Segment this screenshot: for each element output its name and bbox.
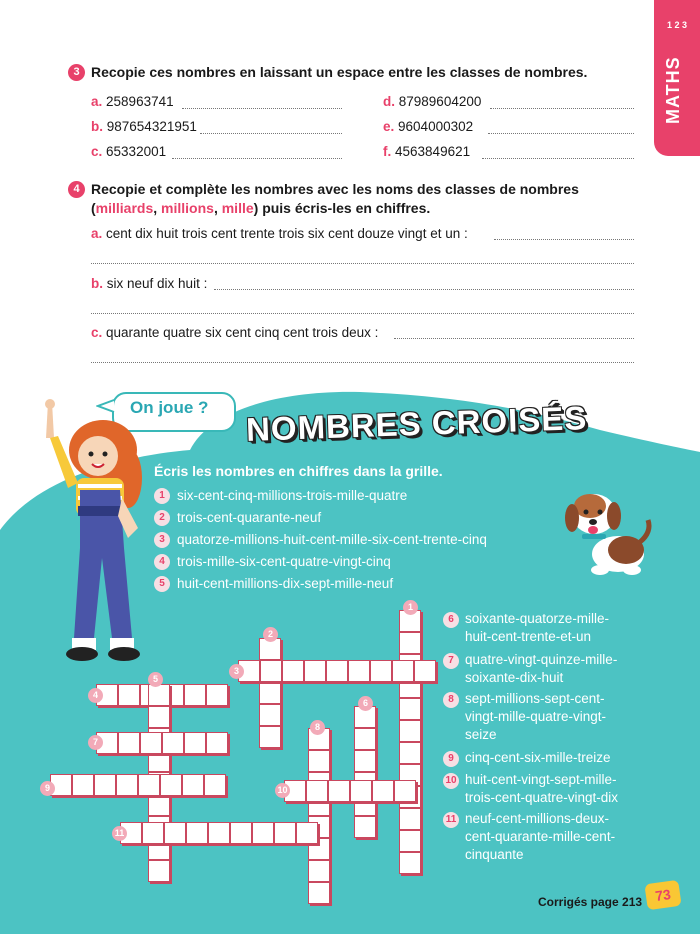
grid-cell[interactable]	[142, 822, 164, 844]
grid-cell[interactable]	[392, 660, 414, 682]
page-number: 73	[644, 880, 681, 910]
grid-cell[interactable]	[260, 660, 282, 682]
grid-cell[interactable]	[414, 660, 436, 682]
grid-cell[interactable]	[206, 684, 228, 706]
exercise-3-title: Recopie ces nombres en laissant un espace entre les classes de nombres.	[91, 64, 588, 80]
grid-cell[interactable]	[184, 732, 206, 754]
answer-line[interactable]	[200, 132, 342, 134]
grid-cell[interactable]	[164, 822, 186, 844]
grid-cell[interactable]	[304, 660, 326, 682]
clue-number: 4	[154, 554, 170, 570]
grid-cell[interactable]	[259, 682, 281, 704]
answer-line[interactable]	[494, 238, 634, 240]
answer-line[interactable]	[482, 157, 634, 159]
grid-cell[interactable]	[148, 684, 170, 706]
grid-cell[interactable]	[274, 822, 296, 844]
grid-cell[interactable]	[354, 750, 376, 772]
grid-cell[interactable]	[372, 780, 394, 802]
grid-cell[interactable]	[259, 704, 281, 726]
clue-text: huit-cent-vingt-sept-mille- trois-cent-quatre-vingt-dix	[465, 772, 619, 805]
grid-cell[interactable]	[296, 822, 318, 844]
grid-cell[interactable]	[350, 780, 372, 802]
grid-number: 6	[358, 696, 373, 711]
clue-text: quatre-vingt-quinze-mille- soixante-dix-huit	[465, 652, 618, 685]
grid-number: 4	[88, 688, 103, 703]
grid-cell[interactable]	[140, 732, 162, 754]
grid-cell[interactable]	[230, 822, 252, 844]
exercise-3-number: 3	[68, 64, 85, 81]
grid-cell[interactable]	[370, 660, 392, 682]
grid-cell[interactable]	[186, 822, 208, 844]
ex3-item-d: d. 87989604200	[383, 94, 482, 109]
grid-cell[interactable]	[204, 774, 226, 796]
grid-cell[interactable]	[354, 816, 376, 838]
clue-text: trois-cent-quarante-neuf	[177, 510, 322, 525]
clue-text: quatorze-millions-huit-cent-mille-six-cent-trente-cinq	[177, 532, 487, 547]
grid-cell[interactable]	[399, 632, 421, 654]
grid-cell[interactable]	[399, 720, 421, 742]
grid-cell[interactable]	[326, 660, 348, 682]
clue-text: neuf-cent-millions-deux- cent-quarante-mille-cent- cinquante	[465, 811, 616, 862]
grid-cell[interactable]	[118, 684, 140, 706]
grid-cell[interactable]	[308, 860, 330, 882]
grid-cell[interactable]	[354, 728, 376, 750]
answer-line[interactable]	[91, 312, 634, 314]
grid-number: 1	[403, 600, 418, 615]
clue-number: 7	[443, 653, 459, 669]
clue-text: six-cent-cinq-millions-trois-mille-quatre	[177, 488, 408, 503]
exercise-4-number: 4	[68, 181, 85, 198]
answer-line[interactable]	[91, 361, 634, 363]
grid-cell[interactable]	[399, 852, 421, 874]
subject-tab	[654, 0, 700, 156]
grid-cell[interactable]	[138, 774, 160, 796]
grid-cell[interactable]	[399, 830, 421, 852]
grid-number: 10	[275, 783, 290, 798]
answer-line[interactable]	[490, 107, 634, 109]
grid-cell[interactable]	[148, 706, 170, 728]
grid-number: 7	[88, 735, 103, 750]
clue-number: 2	[154, 510, 170, 526]
clue-number: 9	[443, 751, 459, 767]
level-dots: 1 2 3	[666, 20, 688, 30]
grid-cell[interactable]	[208, 822, 230, 844]
grid-cell[interactable]	[308, 882, 330, 904]
clue-text: soixante-quatorze-mille- huit-cent-trente-et-un	[465, 611, 610, 644]
grid-cell[interactable]	[94, 774, 116, 796]
grid-cell[interactable]	[148, 860, 170, 882]
clue-text: huit-cent-millions-dix-sept-mille-neuf	[177, 576, 394, 591]
ex3-item-b: b. 987654321951	[91, 119, 197, 134]
grid-cell[interactable]	[160, 774, 182, 796]
grid-cell[interactable]	[259, 726, 281, 748]
ex4-item-c: c. quarante quatre six cent cinq cent trois deux :	[91, 325, 379, 340]
clue-number: 11	[443, 812, 459, 828]
grid-cell[interactable]	[399, 742, 421, 764]
ex4-item-b: b. six neuf dix huit :	[91, 276, 208, 291]
clue-number: 10	[443, 773, 459, 789]
grid-number: 3	[229, 664, 244, 679]
game-title: NOMBRES CROISÉS	[245, 399, 588, 448]
grid-cell[interactable]	[206, 732, 228, 754]
dog-illustration-icon	[560, 484, 658, 580]
girl-illustration-icon	[28, 398, 158, 668]
grid-cell[interactable]	[184, 684, 206, 706]
grid-cell[interactable]	[308, 750, 330, 772]
answer-line[interactable]	[91, 262, 634, 264]
clue-text: trois-mille-six-cent-quatre-vingt-cinq	[177, 554, 391, 569]
answer-line[interactable]	[172, 157, 342, 159]
game-instruction: Écris les nombres en chiffres dans la grille.	[154, 463, 443, 479]
grid-cell[interactable]	[116, 774, 138, 796]
grid-cell[interactable]	[252, 822, 274, 844]
grid-cell[interactable]	[282, 660, 304, 682]
grid-cell[interactable]	[399, 808, 421, 830]
grid-number: 5	[148, 672, 163, 687]
clue-number: 1	[154, 488, 170, 504]
grid-cell[interactable]	[148, 794, 170, 816]
grid-cell[interactable]	[348, 660, 370, 682]
grid-cell[interactable]	[118, 732, 140, 754]
grid-cell[interactable]	[182, 774, 204, 796]
grid-cell[interactable]	[162, 732, 184, 754]
subject-label: MATHS	[663, 56, 683, 124]
grid-cell[interactable]	[399, 698, 421, 720]
clue-number: 3	[154, 532, 170, 548]
grid-number: 11	[112, 826, 127, 841]
clue-text: sept-millions-sept-cent- vingt-mille-quatre-vingt- seize	[465, 691, 607, 742]
clue-text: cinq-cent-six-mille-treize	[465, 750, 611, 765]
grid-number: 8	[310, 720, 325, 735]
grid-cell[interactable]	[72, 774, 94, 796]
ex3-item-f: f. 4563849621	[383, 144, 471, 159]
ex3-item-a: a. 258963741	[91, 94, 174, 109]
ex3-item-e: e. 9604000302	[383, 119, 474, 134]
grid-cell[interactable]	[328, 780, 350, 802]
clue-number: 8	[443, 692, 459, 708]
grid-cell[interactable]	[394, 780, 416, 802]
answers-reference: Corrigés page 213	[538, 895, 643, 909]
clue-number: 6	[443, 612, 459, 628]
answer-line[interactable]	[488, 132, 634, 134]
ex4-item-a: a. cent dix huit trois cent trente trois six cent douze vingt et un :	[91, 226, 468, 241]
grid-cell[interactable]	[306, 780, 328, 802]
speech-bubble-text: On joue ?	[130, 398, 209, 417]
clue-number: 5	[154, 576, 170, 592]
answer-line[interactable]	[394, 337, 634, 339]
grid-number: 2	[263, 627, 278, 642]
answer-line[interactable]	[182, 107, 342, 109]
grid-number: 9	[40, 781, 55, 796]
ex3-item-c: c. 65332001	[91, 144, 167, 159]
exercise-4-title: Recopie et complète les nombres avec les noms des classes de nombres (milliards, millions, mille) puis écris-les en chiffres.	[91, 181, 579, 216]
answer-line[interactable]	[214, 288, 634, 290]
